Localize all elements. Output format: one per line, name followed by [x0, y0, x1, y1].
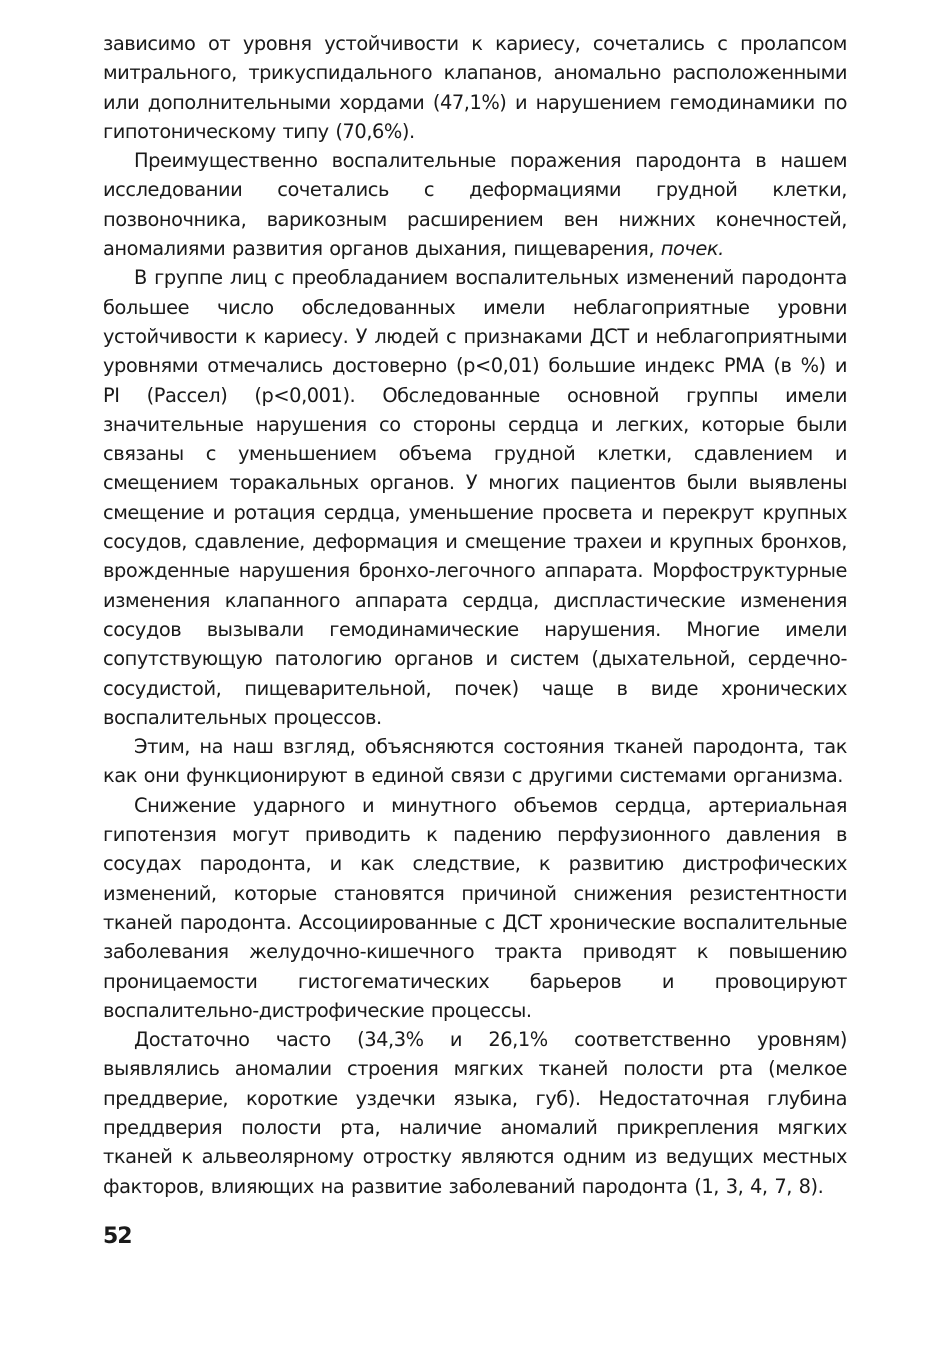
paragraph-continuation: зависимо от уровня устойчивости к кариесу, сочетались с пролапсом митрального, трикуспидального клапанов, аномально расположенными или дополнительными хордами (47,1%) и нарушением гемодинамики по гипотоническому типу (70,6%).	[103, 32, 847, 143]
paragraph-text: Преимущественно воспалительные поражения пародонта в нашем исследовании сочетались с деформациями грудной клетки, позвоночника, варикозным расширением вен нижних конечностей, аномалиями развития органов дыхания, пищеварения,	[103, 149, 847, 261]
paragraph-italic-tail: почек.	[660, 237, 724, 261]
paragraph-periodontal-deformations	[103, 146, 847, 263]
paragraph-soft-tissue-anomalies: Достаточно часто (34,3% и 26,1% соответственно уровням) выявлялись аномалии строения мягких тканей полости рта (мелкое преддверие, короткие уздечки языка, губ). Недостаточная глубина преддверия полости рта, наличие аномалий прикрепления мягких тканей к альвеолярному отростку являются одним из ведущих местных факторов, влияющих на развитие заболеваний пародонта (1, 3, 4, 7, 8).	[103, 1028, 847, 1198]
page-number: 52	[103, 1224, 132, 1249]
paragraph-explanation: Этим, на наш взгляд, объясняются состояния тканей пародонта, так как они функционируют в единой связи с другими системами организма.	[103, 735, 847, 788]
paragraph-cardiac-output: Снижение ударного и минутного объемов сердца, артериальная гипотензия могут приводить к падению перфузионного давления в сосудах пародонта, и как следствие, к развитию дистрофических изменений, которые становятся причиной снижения резистентности тканей пародонта. Ассоциированные с ДСТ хронические воспалительные заболевания желудочно-кишечного тракта приводят к повышению проницаемости гистогематических барьеров и провоцируют воспалительно-дистрофические процессы.	[103, 793, 847, 1022]
page-body	[103, 29, 847, 1201]
paragraph-inflammatory-group: В группе лиц с преобладанием воспалительных изменений пародонта большее число обследованных имели неблагоприятные уровни устойчивости к кариесу. У людей с признаками ДСТ и неблагоприятными уровнями отмечались достоверно (p<0,01) большие индекс РМА (в %) и PI (Рассел) (p<0,001). Обследованные основной группы имели значительные нарушения со стороны сердца и легких, которые были связаны с уменьшением объема грудной клетки, сдавлением и смещением торакальных органов. У многих пациентов были выявлены смещение и ротация сердца, уменьшение просвета и перекрут крупных сосудов, сдавление, деформация и смещение трахеи и крупных бронхов, врожденные нарушения бронхо-легочного аппарата. Морфоструктурные изменения клапанного аппарата сердца, диспластические изменения сосудов вызывали гемодинамические нарушения. Многие имели сопутствующую патологию органов и систем (дыхательной, сердечно-сосудистой, пищеварительной, почек) чаще в виде хронических воспалительных процессов.	[103, 266, 847, 729]
